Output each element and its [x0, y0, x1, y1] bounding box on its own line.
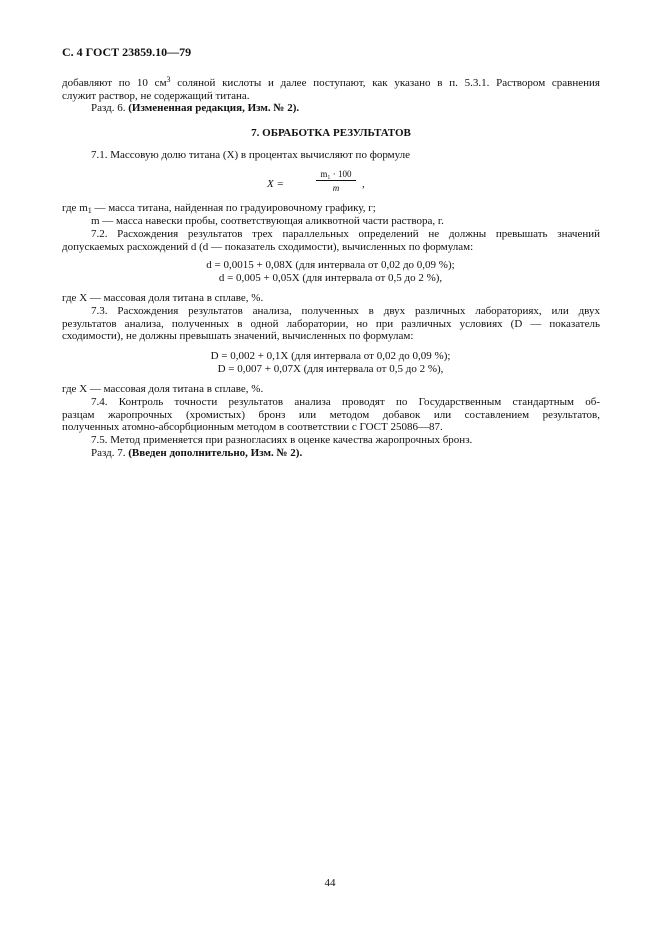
intro-paragraph — [62, 77, 600, 115]
fraction-bar — [316, 180, 356, 181]
formula-x-numerator: m₁ · 100 — [320, 169, 352, 179]
p73-line-3: сходимости), не должны превышать значений, вычисленных по формулам: — [62, 330, 414, 342]
paragraph-7-5: 7.5. Метод применяется при разногласиях в оценке качества жаропрочных бронз. — [91, 434, 473, 446]
formula-x-fraction — [316, 168, 356, 195]
intro-line-1: добавляют по 10 $см^3$ соляной кислоты и далее поступают, как указано в п. 5.3.1. Раствором сравнения — [62, 75, 600, 89]
p74-line-2: разцам жаропрочных (хромистых) бронз или методом добавок или составлением результатов, — [62, 408, 600, 421]
section7-edit-note: Разд. 7. (Введен дополнительно, Изм. № 2). — [91, 447, 303, 459]
p74-line-3: полученных атомно-абсорбционным методом в соответствии с ГОСТ 25086—87. — [62, 421, 443, 433]
paragraph-7-4 — [62, 396, 600, 434]
formula-d2: d = 0,005 + 0,05X (для интервала от 0,5 до 2 %), — [218, 272, 443, 284]
p72-line-1: 7.2. Расхождения результатов трех параллельных определений не должны превышать значений — [91, 228, 600, 240]
formula-x-lhs: X = — [267, 178, 284, 190]
section-title: 7. ОБРАБОТКА РЕЗУЛЬТАТОВ — [251, 127, 411, 139]
formula-D2: D = 0,007 + 0,07X (для интервала от 0,5 до 2 %), — [217, 363, 444, 375]
p74-line-1: 7.4. Контроль точности результатов анализа проводят по Государственным стандартным об- — [91, 396, 600, 408]
where-x-1: где X — массовая доля титана в сплаве, %. — [62, 292, 264, 304]
paragraph-7-1: 7.1. Массовую долю титана (X) в процентах вычисляют по формуле — [91, 149, 410, 161]
formula-x-denominator: m — [332, 183, 340, 193]
formula-d1: d = 0,0015 + 0,08X (для интервала от 0,02 до 0,09 %); — [206, 259, 455, 271]
paragraph-7-2 — [62, 228, 600, 253]
page-number: 44 — [324, 877, 336, 889]
page-header: С. 4 ГОСТ 23859.10—79 — [62, 45, 192, 59]
formula-x-suffix: , — [362, 178, 365, 190]
formula-x — [267, 168, 387, 198]
intro-line-2: служит раствор, не содержащий титана. — [62, 89, 250, 102]
where-x-2: где X — массовая доля титана в сплаве, %. — [62, 383, 264, 395]
formula-D1: D = 0,002 + 0,1X (для интервала от 0,02 до 0,09 %); — [210, 350, 451, 362]
p72-line-2: допускаемых расхождений d (d — показатель сходимости), вычисленных по формулам: — [62, 240, 474, 253]
where-m1: где $m_1$ — масса титана, найденная по градуировочному графику, г; — [62, 202, 376, 215]
p73-line-2: результатов анализа, полученных в одной лаборатории, но при различных условиях (D — показатель — [62, 317, 600, 330]
where-m: m — масса навески пробы, соответствующая аликвотной части раствора, г. — [91, 215, 444, 227]
paragraph-7-3 — [62, 305, 600, 343]
p73-line-1: 7.3. Расхождения результатов анализа, полученных в двух различных лабораториях, или двух — [91, 305, 600, 317]
section6-edit-note: Разд. 6. (Измененная редакция, Изм. № 2). — [91, 102, 300, 114]
